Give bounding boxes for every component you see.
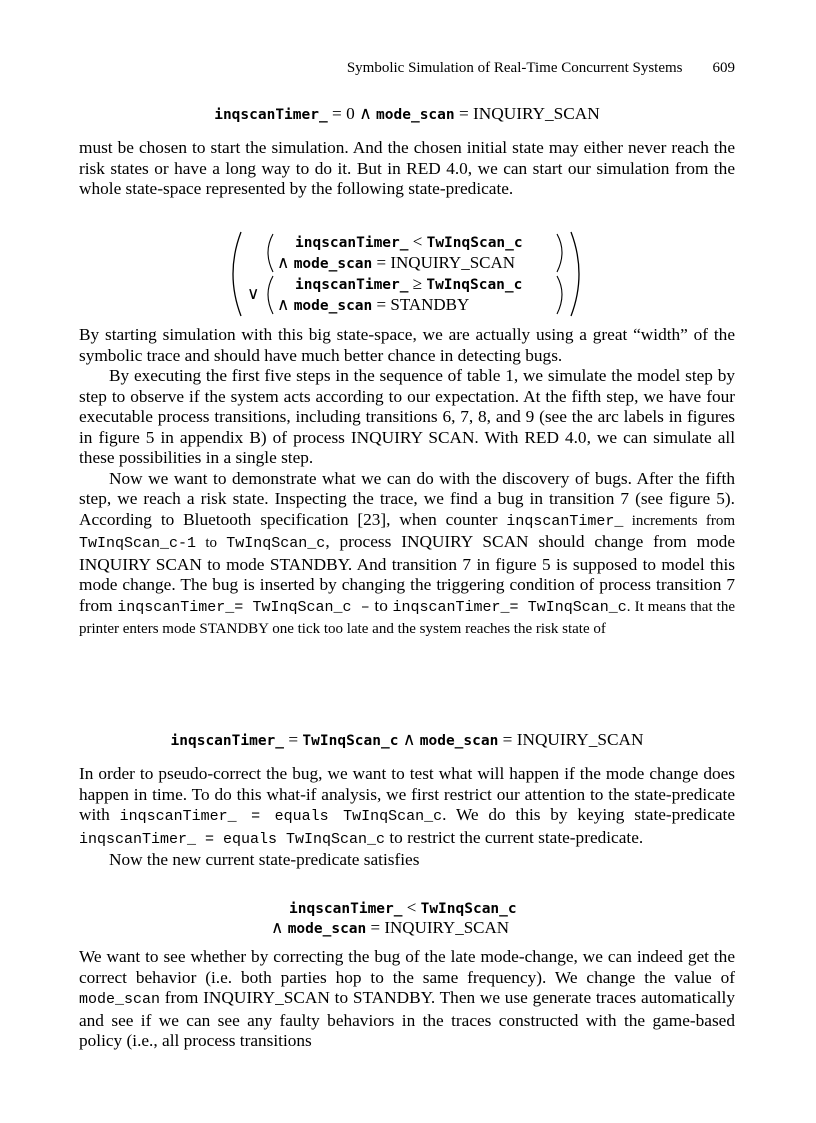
code-twinqscan: TwInqScan_c xyxy=(226,535,326,552)
state-predicate-big xyxy=(79,228,735,318)
paragraph-2: By starting simulation with this big state-space, we are actually using a great “width” of the symbolic trace and should have much better chance in detecting bugs. xyxy=(79,325,735,365)
code-mode-scan: mode_scan xyxy=(79,991,161,1008)
pred-small-line-1: inqscanTimer_ < TwInqScan_c xyxy=(289,898,517,917)
code-new-condition: inqscanTimer_= TwInqScan_c xyxy=(392,598,627,616)
paragraph-6: Now the new current state-predicate satisfies xyxy=(109,850,420,869)
paragraph-3: By executing the first five steps in the sequence of table 1, we simulate the model step by step to observe if the system acts according to our expectation. At the fifth step, we have four executable process transitions, including transitions 6, 7, 8, and 9 (see the arc labels in figures in figure 5 in appendix B) of process INQUIRY SCAN. With RED 4.0, we can simulate all these possibilities in a single step. xyxy=(79,366,735,467)
code-equals-2: inqscanTimer_ = equals TwInqScan_c xyxy=(79,830,386,848)
page-number: 609 xyxy=(712,60,735,76)
eq1-rhs-rest: = INQUIRY_SCAN xyxy=(454,104,600,123)
inner-left-paren-top xyxy=(268,234,273,272)
equation-risk-state: inqscanTimer_ = TwInqScan_c ∧ mode_scan = INQUIRY_SCAN xyxy=(170,730,644,749)
inner-right-paren-top xyxy=(557,234,562,272)
pred-small-line-2: ∧ mode_scan = INQUIRY_SCAN xyxy=(271,918,510,937)
code-equals-1: inqscanTimer_ = equals TwInqScan_c xyxy=(119,808,443,825)
code-old-condition: inqscanTimer_= TwInqScan_c – xyxy=(117,598,370,616)
pred-big-or: ∨ xyxy=(247,284,260,303)
running-title: Symbolic Simulation of Real-Time Concurrent Systems xyxy=(346,60,683,76)
eq1-lhs-rest: = 0 ∧ xyxy=(327,104,377,123)
paragraph-5: In order to pseudo-correct the bug, we want to test what will happen if the mode change does happen in time. To do this what-if analysis, we first restrict our attention to the state-predicate with inqscanTimer_ = equals TwInqScan_c. We do this by keying state-predicate inqscanTimer_ = equals TwInqScan_c to restrict the current state-predicate. xyxy=(79,764,736,848)
pred-big-line-4: ∧ mode_scan = STANDBY xyxy=(277,295,470,314)
eq1-rhs-var: mode_scan xyxy=(376,107,455,123)
pred-big-line-1: inqscanTimer_ < TwInqScan_c xyxy=(295,232,523,251)
outer-left-paren xyxy=(233,232,241,316)
outer-right-paren xyxy=(571,232,579,316)
paragraph-7: We want to see whether by correcting the bug of the late mode-change, we can indeed get the correct behavior (i.e. both parties hop to the same frequency). We change the value of mode_scan from INQUIRY_SCAN to STANDBY. Then we use generate traces automatically and see if we can see any faulty behaviors in the traces constructed with the game-based policy (i.e., all process transitions xyxy=(79,947,735,1050)
code-inqscantimer: inqscanTimer_ xyxy=(506,512,624,530)
running-header xyxy=(79,60,735,77)
paragraph-4: Now we want to demonstrate what we can do with the discovery of bugs. After the fifth step, we reach a risk state. Inspecting the trace, we find a bug in transition 7 (see figure 5). According to Bluetooth specification [23], when counter inqscanTimer_ increments from TwInqScan_c-1 to TwInqScan_c, process INQUIRY SCAN should change from mode INQUIRY SCAN to mode STANDBY. And transition 7 in figure 5 is supposed to model this mode change. The bug is inserted by changing the triggering condition of process transition 7 from inqscanTimer_= TwInqScan_c – to inqscanTimer_= TwInqScan_c. It means that the printer enters mode STANDBY one tick too late and the system reaches the risk state of xyxy=(79,468,735,637)
pred-big-line-3: inqscanTimer_ ≥ TwInqScan_c xyxy=(295,274,523,293)
eq1-lhs-var: inqscanTimer_ xyxy=(214,107,328,123)
inner-left-paren-bottom xyxy=(268,276,273,314)
equation-initial-state xyxy=(79,104,735,124)
code-twinqscan-minus-1: TwInqScan_c-1 xyxy=(79,535,197,552)
inner-right-paren-bottom xyxy=(557,276,562,314)
pred-big-line-2: ∧ mode_scan = INQUIRY_SCAN xyxy=(277,253,516,272)
paragraph-1: must be chosen to start the simulation. And the chosen initial state may either never reach the risk states or have a long way to do it. But in RED 4.0, we can start our simulation from the whole state-space represented by the following state-predicate. xyxy=(79,138,735,198)
state-predicate-small xyxy=(79,896,735,940)
